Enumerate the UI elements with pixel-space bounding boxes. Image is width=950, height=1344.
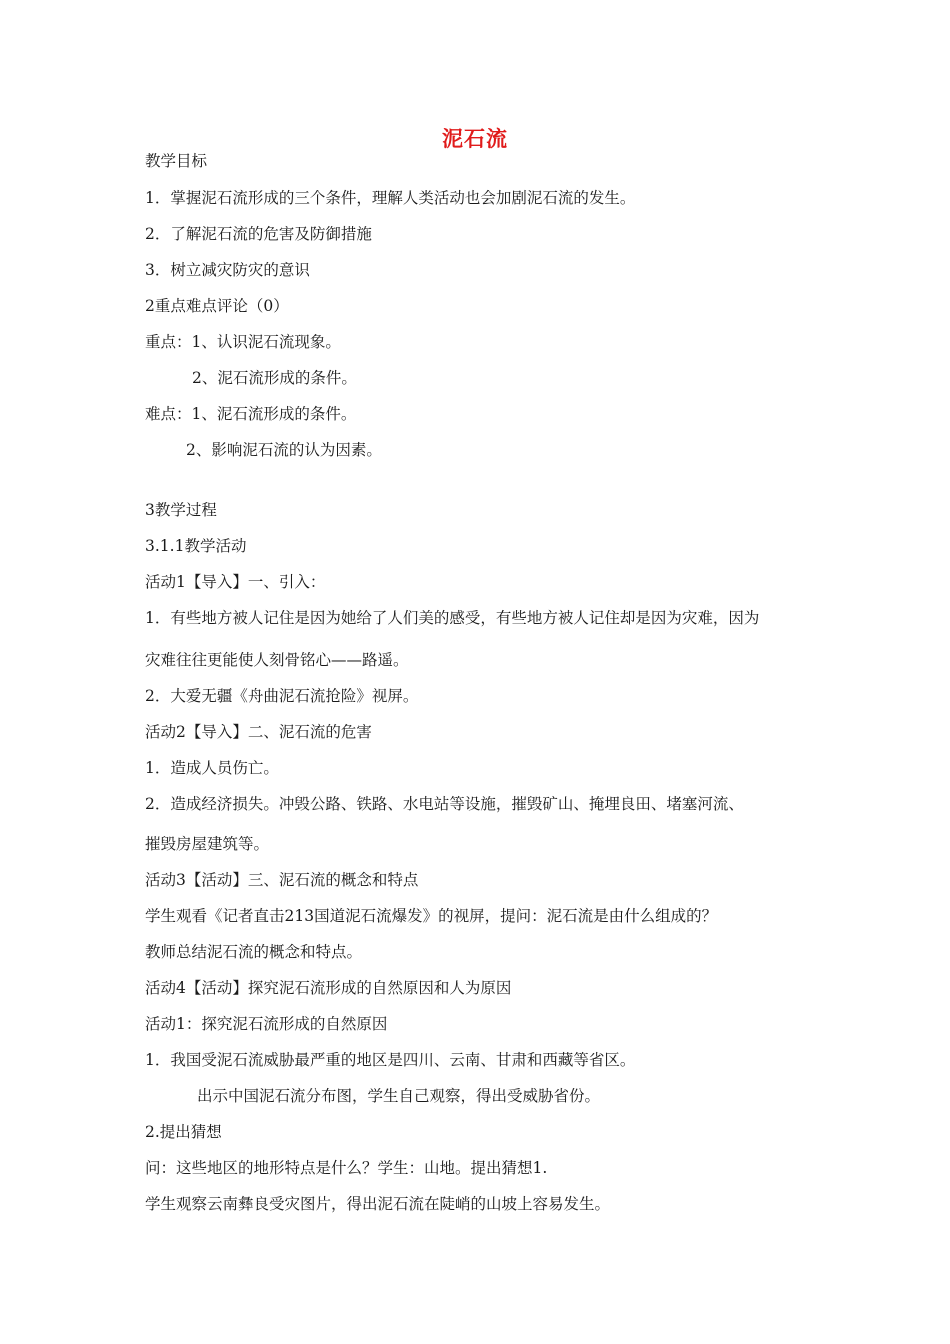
paragraph-line: 1．造成人员伤亡。 xyxy=(145,759,279,777)
paragraph-line: 出示中国泥石流分布图，学生自己观察，得出受威胁省份。 xyxy=(197,1087,601,1105)
section-heading-keypoints: 2重点难点评论（0） xyxy=(145,297,289,315)
paragraph-line: 1．有些地方被人记住是因为她给了人们美的感受，有些地方被人记住却是因为灾难，因为 xyxy=(145,609,760,627)
keypoint-item: 2、泥石流形成的条件。 xyxy=(192,369,357,387)
paragraph-line: 1．我国受泥石流威胁最严重的地区是四川、云南、甘肃和西藏等省区。 xyxy=(145,1051,636,1069)
paragraph-line: 问：这些地区的地形特点是什么？学生：山地。提出猜想1. xyxy=(145,1159,548,1177)
paragraph-line: 学生观察云南彝良受灾图片，得出泥石流在陡峭的山坡上容易发生。 xyxy=(145,1195,611,1213)
document-title: 泥石流 xyxy=(442,126,508,151)
section-heading-objectives: 教学目标 xyxy=(145,152,208,170)
subsection-heading: 3.1.1教学活动 xyxy=(145,537,247,555)
paragraph-line: 2．大爱无疆《舟曲泥石流抢险》视屏。 xyxy=(145,687,419,705)
objective-item: 3．树立减灾防灾的意识 xyxy=(145,261,310,279)
difficulty-item: 2、影响泥石流的认为因素。 xyxy=(186,441,382,459)
difficulty-item: 难点：1、泥石流形成的条件。 xyxy=(145,405,357,423)
activity-heading: 活动1【导入】一、引入： xyxy=(145,573,326,591)
activity-heading: 活动3【活动】三、泥石流的概念和特点 xyxy=(145,871,419,889)
activity-heading: 活动1：探究泥石流形成的自然原因 xyxy=(145,1015,388,1033)
keypoint-item: 重点：1、认识泥石流现象。 xyxy=(145,333,341,351)
paragraph-line: 学生观看《记者直击213国道泥石流爆发》的视屏，提问：泥石流是由什么组成的？ xyxy=(145,907,718,925)
paragraph-line: 灾难往往更能使人刻骨铭心——路遥。 xyxy=(145,651,409,669)
activity-heading: 活动4【活动】探究泥石流形成的自然原因和人为原因 xyxy=(145,979,512,997)
objective-item: 1．掌握泥石流形成的三个条件，理解人类活动也会加剧泥石流的发生。 xyxy=(145,189,636,207)
paragraph-line: 2．造成经济损失。冲毁公路、铁路、水电站等设施，摧毁矿山、掩埋良田、堵塞河流、 xyxy=(145,795,744,813)
paragraph-line: 2.提出猜想 xyxy=(145,1123,222,1141)
activity-heading: 活动2【导入】二、泥石流的危害 xyxy=(145,723,372,741)
objective-item: 2．了解泥石流的危害及防御措施 xyxy=(145,225,372,243)
paragraph-line: 教师总结泥石流的概念和特点。 xyxy=(145,943,363,961)
paragraph-line: 摧毁房屋建筑等。 xyxy=(145,835,270,853)
section-heading-process: 3教学过程 xyxy=(145,501,217,519)
